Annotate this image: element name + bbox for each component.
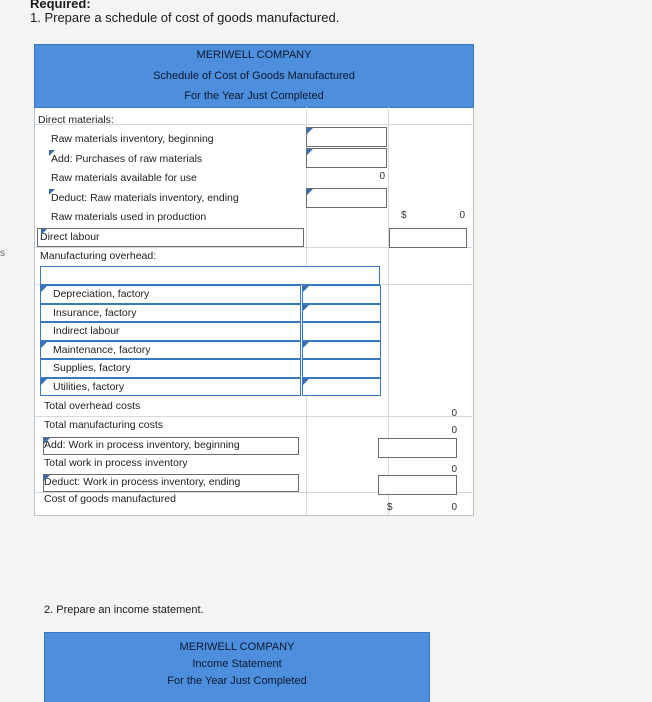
wip-begin-label-select[interactable] — [43, 437, 299, 455]
row-deduct-wip-end: Deduct: Work in process inventory, ending — [44, 476, 241, 488]
row-add-wip-begin: Add: Work in process inventory, beginning — [44, 439, 240, 451]
schedule-header — [34, 44, 474, 108]
row-direct-materials: Direct materials: — [38, 114, 114, 126]
supplies-amount-input[interactable] — [302, 359, 381, 378]
cogm-value: 0 — [451, 502, 457, 513]
dropdown-indicator-icon — [303, 286, 309, 292]
dropdown-indicator-icon — [303, 342, 309, 348]
wip-begin-amount-input[interactable] — [378, 438, 457, 458]
indirect-labour-label-select[interactable] — [40, 322, 301, 341]
required-title: Required: — [30, 0, 91, 11]
row-total-mfg: Total manufacturing costs — [44, 419, 164, 431]
row-mfg-overhead: Manufacturing overhead: — [40, 250, 157, 262]
depreciation-label-select[interactable] — [40, 285, 301, 304]
dropdown-indicator-icon — [44, 438, 50, 444]
wip-end-label-select[interactable] — [43, 474, 299, 492]
row-indirect-labour: Indirect labour — [53, 325, 120, 337]
side-char: s — [0, 248, 5, 259]
total-wip-value: 0 — [451, 464, 457, 475]
dropdown-indicator-icon — [307, 189, 313, 195]
schedule-title: Schedule of Cost of Goods Manufactured — [153, 69, 355, 82]
dropdown-indicator-icon — [44, 475, 50, 481]
raw-used-value: 0 — [459, 210, 465, 221]
dropdown-indicator-icon — [303, 379, 309, 385]
row-raw-begin: Raw materials inventory, beginning — [51, 133, 214, 145]
direct-labour-amount-input[interactable] — [389, 228, 467, 248]
dropdown-indicator-icon — [41, 342, 47, 348]
dropdown-indicator-icon — [41, 286, 47, 292]
purchases-amount-input[interactable] — [306, 148, 387, 168]
question-1: 1. Prepare a schedule of cost of goods manufactured. — [30, 10, 340, 25]
row-raw-available: Raw materials available for use — [51, 172, 197, 184]
income-statement-header — [44, 632, 430, 702]
row-deduct-raw-end: Deduct: Raw materials inventory, ending — [51, 192, 239, 204]
raw-used-dollar: $ — [401, 210, 407, 221]
row-supplies: Supplies, factory — [53, 362, 131, 374]
row-insurance: Insurance, factory — [53, 307, 137, 319]
overhead-header-row[interactable] — [40, 266, 380, 285]
dropdown-indicator-icon — [307, 128, 313, 134]
supplies-label-select[interactable] — [40, 359, 301, 378]
dropdown-indicator-icon — [49, 189, 55, 195]
raw-begin-amount-input[interactable] — [306, 127, 387, 147]
utilities-amount-input[interactable] — [302, 378, 381, 396]
row-direct-labour: Direct labour — [40, 231, 100, 243]
maintenance-amount-input[interactable] — [302, 341, 381, 359]
dropdown-indicator-icon — [307, 149, 313, 155]
row-cogm: Cost of goods manufactured — [44, 493, 176, 505]
row-total-wip: Total work in process inventory — [44, 457, 188, 469]
dropdown-indicator-icon — [303, 305, 309, 311]
is-company: MERIWELL COMPANY — [179, 641, 295, 653]
is-period: For the Year Just Completed — [167, 675, 307, 687]
row-depreciation: Depreciation, factory — [53, 288, 150, 300]
direct-labour-label-select[interactable] — [37, 228, 304, 247]
row-utilities: Utilities, factory — [53, 381, 125, 393]
insurance-label-select[interactable] — [40, 304, 301, 322]
is-title: Income Statement — [192, 658, 282, 670]
cogm-dollar: $ — [387, 502, 393, 513]
wip-end-amount-input[interactable] — [378, 475, 457, 495]
schedule-company: MERIWELL COMPANY — [196, 49, 312, 61]
income-statement — [44, 632, 430, 701]
depreciation-amount-input[interactable] — [302, 285, 381, 304]
maintenance-label-select[interactable] — [40, 341, 301, 359]
dropdown-indicator-icon — [49, 150, 55, 156]
dropdown-indicator-icon — [41, 229, 47, 235]
raw-end-amount-input[interactable] — [306, 188, 387, 208]
row-add-purchases: Add: Purchases of raw materials — [51, 153, 203, 165]
total-overhead-value: 0 — [451, 408, 457, 419]
insurance-amount-input[interactable] — [302, 304, 381, 322]
schedule-period: For the Year Just Completed — [184, 90, 324, 102]
indirect-labour-amount-input[interactable] — [302, 322, 381, 341]
question-2: 2. Prepare an income statement. — [44, 604, 204, 616]
row-maintenance: Maintenance, factory — [53, 344, 151, 356]
row-total-overhead: Total overhead costs — [44, 400, 141, 412]
total-mfg-value: 0 — [451, 425, 457, 436]
utilities-label-select[interactable] — [40, 378, 301, 396]
row-raw-used: Raw materials used in production — [51, 211, 207, 223]
raw-available-value: 0 — [379, 171, 385, 182]
dropdown-indicator-icon — [41, 379, 47, 385]
